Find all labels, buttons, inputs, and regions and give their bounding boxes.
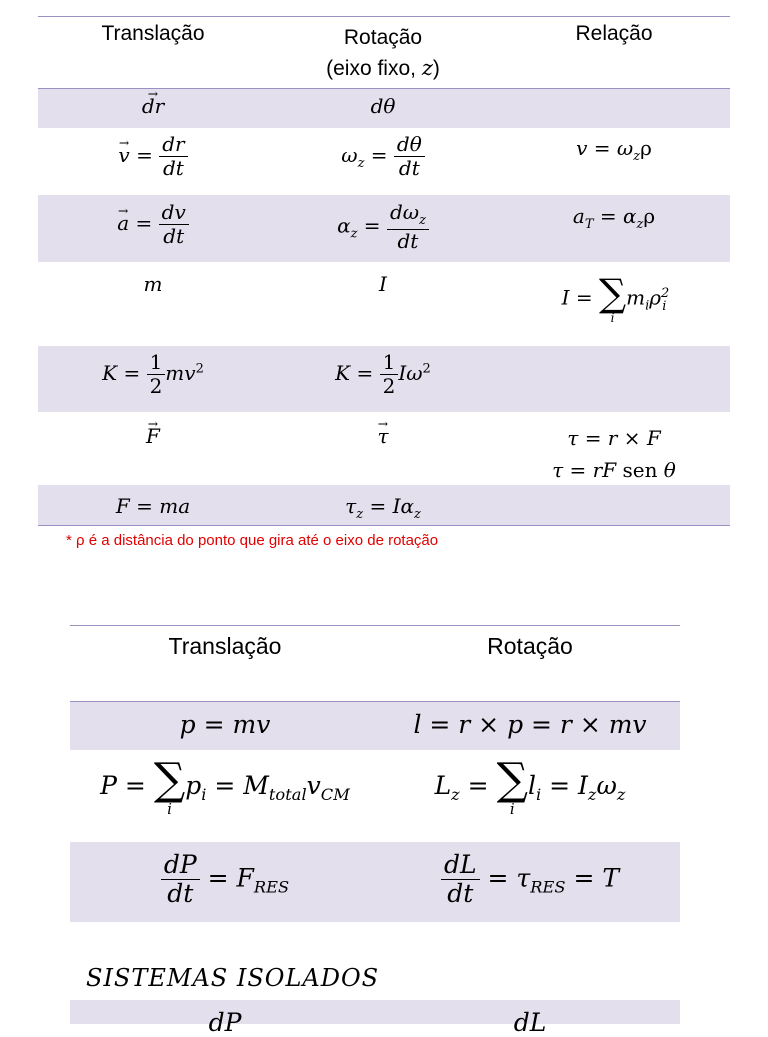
- angular-momentum-derivative: $\frac{dL}{dt}$ = $\tau_{RES} = T$: [380, 852, 680, 908]
- header-rotation: [268, 22, 498, 84]
- total-angular-momentum: $L_z$ = ∑ i $l_i = I_z\omega_z$: [434, 754, 626, 818]
- header2-translation: Translação: [168, 633, 282, 659]
- linear-momentum: p = mv: [179, 710, 271, 739]
- torque-cross-product: τ = r × F: [567, 426, 661, 450]
- acceleration-rotation: $\alpha_z$ = $\frac{d\omega_z}{dt}$: [268, 202, 498, 252]
- rho-footnote: * ρ é a distância do ponto que gira até o eixo de rotação: [66, 532, 439, 549]
- acceleration-translation: → a = $\frac{dv}{dt}$: [38, 202, 268, 247]
- torque-magnitude: τ = rF sen θ: [552, 458, 676, 482]
- header-relation: Relação: [575, 22, 653, 45]
- table2-top-border: [70, 625, 680, 626]
- torque-rotation: → τ: [268, 424, 498, 448]
- header-rotation-subtitle: (eixo fixo, z): [326, 56, 440, 80]
- velocity-relation: $v = \omega_z\rho$: [576, 136, 652, 164]
- kinetic-rotation: K = $\frac{1}{2}$ $I\omega^2$: [335, 350, 431, 398]
- header2-rotation: Rotação: [487, 633, 573, 659]
- newton-rotation: $\tau_z = I\alpha_z$: [345, 494, 421, 522]
- header-translation: Translação: [101, 22, 205, 45]
- isolated-momentum-derivative: dP: [208, 1008, 242, 1037]
- isolated-systems-title: SISTEMAS ISOLADOS: [86, 964, 380, 992]
- velocity-translation: → v = $\frac{dr}{dt}$: [38, 134, 268, 179]
- header-rotation-label: Rotação: [343, 26, 423, 49]
- acceleration-relation: $a_T = \alpha_z\rho$: [572, 204, 656, 232]
- table1-top-border: [38, 16, 730, 17]
- momentum-derivative: $\frac{dP}{dt}$ = $F_{RES}$: [70, 852, 380, 908]
- inertia-relation: I = ∑ i $m_i\rho^2_i$: [561, 271, 670, 325]
- newton-translation: F = ma: [115, 494, 191, 518]
- force-translation: → F: [38, 424, 268, 448]
- inertia-rotation: I: [379, 272, 387, 296]
- isolated-angular-derivative: dL: [513, 1008, 547, 1037]
- kinetic-translation: K = $\frac{1}{2}$ $mv^2$: [102, 350, 204, 398]
- mass-translation: m: [143, 272, 163, 296]
- displacement-translation: → dr: [38, 94, 268, 118]
- table1-bottom-border: [38, 525, 730, 526]
- angular-momentum: l = r × p = r × mv: [413, 710, 647, 739]
- velocity-rotation: $\omega_z$ = $\frac{d\theta}{dt}$: [268, 134, 498, 179]
- torque-relation: [498, 422, 730, 486]
- displacement-rotation: dθ: [370, 94, 396, 118]
- total-linear-momentum: P = ∑ i $p_i = M_{total}v_{CM}$: [100, 754, 350, 818]
